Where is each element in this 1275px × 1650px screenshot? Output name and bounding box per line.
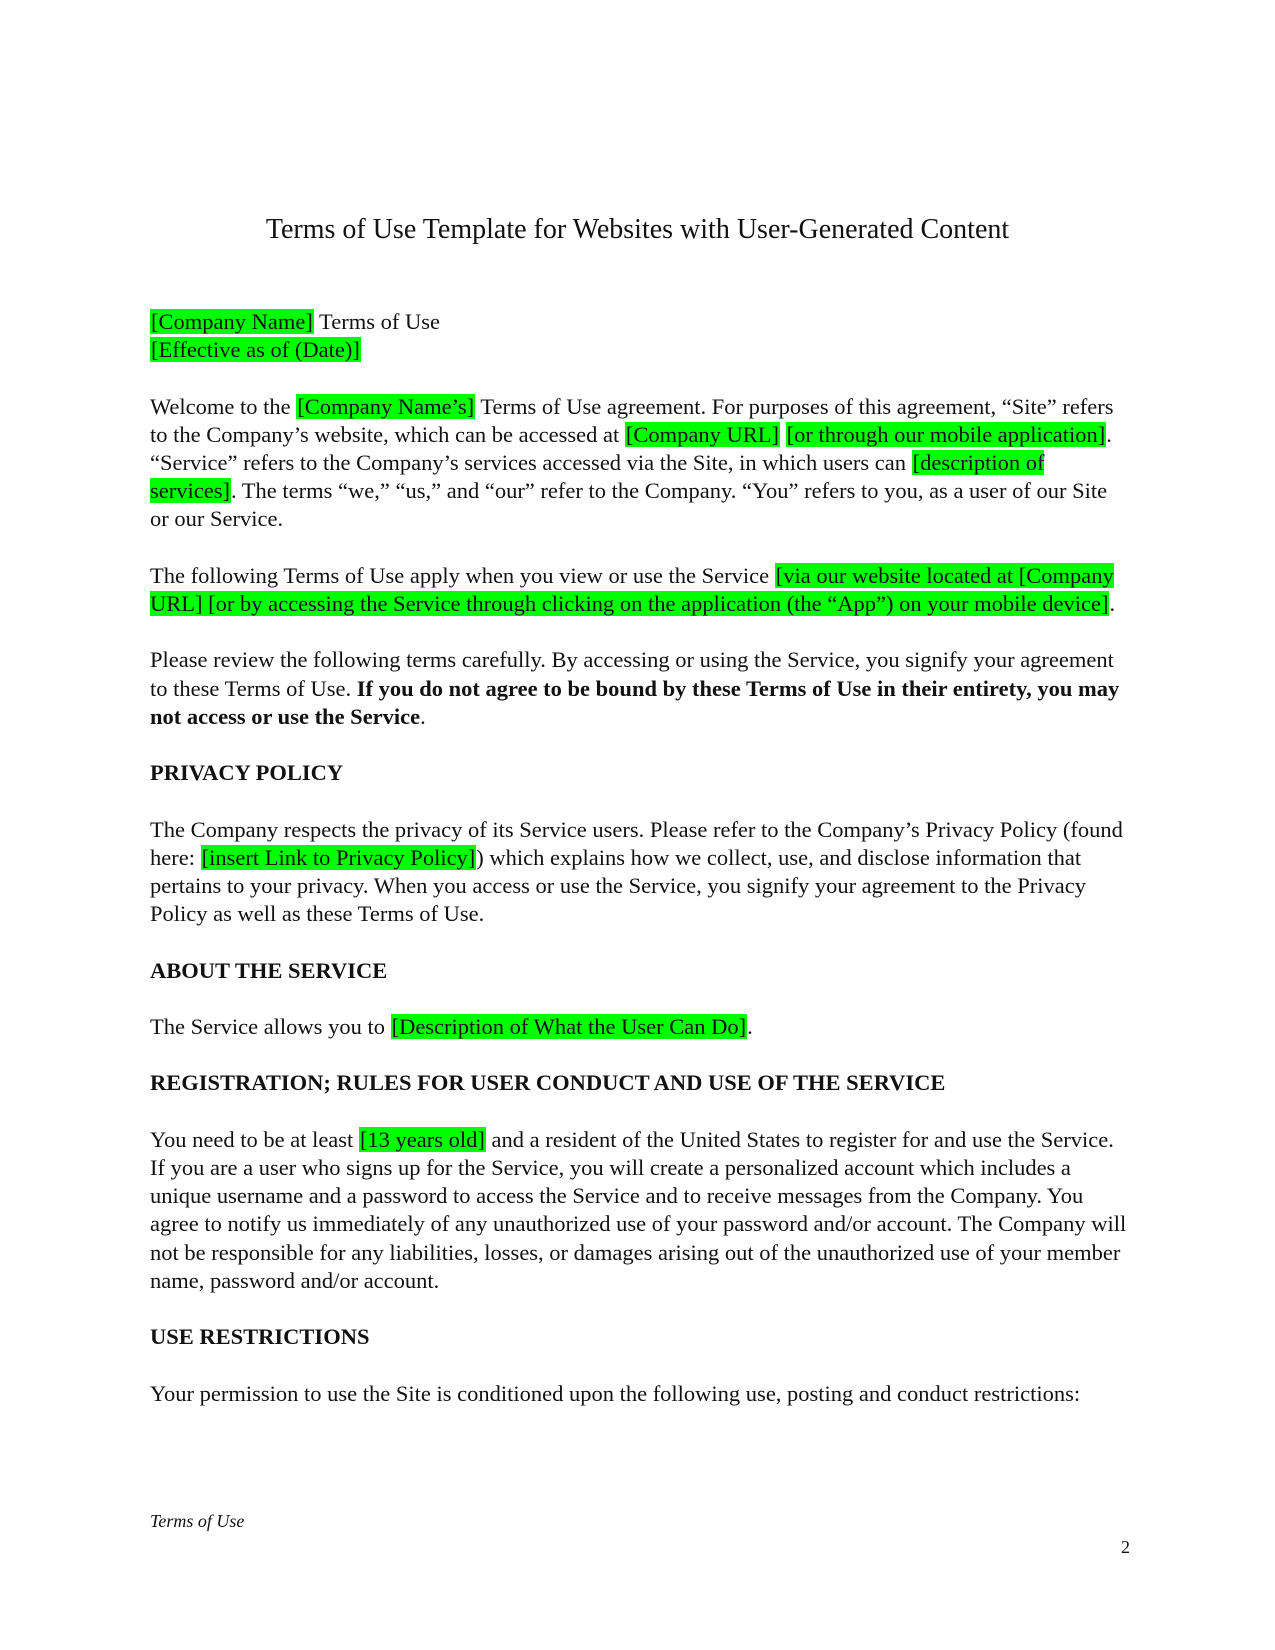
restrictions-paragraph: Your permission to use the Site is conditioned upon the following use, posting and conduct restrictions: — [150, 1380, 1081, 1406]
website-location-placeholder: [via our website located at [Company URL] [or by accessing the Service through clicking on the application (the “App”) on your mobile device] — [150, 562, 1114, 616]
about-heading: ABOUT THE SERVICE — [150, 957, 388, 983]
registration-age-paragraph — [150, 1126, 1130, 1154]
apply-text-1: The following Terms of Use apply when you view or use the Service — [150, 562, 775, 588]
about-text-2: . — [747, 1013, 753, 1039]
review-paragraph — [150, 646, 1130, 731]
document-body — [150, 308, 1130, 1436]
footer-document-label: Terms of Use — [150, 1511, 245, 1531]
mobile-app-placeholder: [or through our mobile application] — [786, 421, 1106, 447]
review-text-2: . — [420, 703, 426, 729]
welcome-text-1: Welcome to the — [150, 393, 297, 419]
registration-account-paragraph: If you are a user who signs up for the Service, you will create a personalized account which includes a unique username and a password to access the Service and to receive messages from the Company. You agree to notify us immediately of any unauthorized use of your password and/or account. The Company will not be responsible for any liabilities, losses, or damages arising out of the unauthorized use of your member name, password and/or account. — [150, 1154, 1127, 1293]
welcome-text-4: . “Service” refers to the Company’s services accessed via the Site, in which users can — [150, 421, 1112, 475]
services-description-placeholder: [description of services] — [150, 450, 1045, 504]
document-title: Terms of Use Template for Websites with User-Generated Content — [265, 214, 1010, 245]
review-text-1: Please review the following terms carefully. By accessing or using the Service, you signify your agreement to these Terms of Use. — [150, 647, 1114, 701]
welcome-text-2: Terms of Use agreement. For purposes of this agreement, “Site” refers to the Company’s website, which can be accessed at — [150, 393, 1114, 447]
privacy-text-1: The Company respects the privacy of its Service users. Please refer to the Company’s Privacy Policy (found here: — [150, 816, 1123, 870]
user-capability-placeholder: [Description of What the User Can Do] — [391, 1013, 747, 1039]
apply-text-2: . — [1109, 591, 1116, 616]
privacy-paragraph — [150, 816, 1130, 929]
about-text-1: The Service allows you to — [150, 1013, 391, 1039]
review-bold-warning: If you do not agree to be bound by these Terms of Use in their entirety, you may not access or use the Service — [150, 675, 1120, 729]
welcome-text-5: . The terms “we,” “us,” and “our” refer to the Company. “You” refers to you, as a user of our Site or our Service. — [150, 478, 1108, 532]
company-terms-line — [150, 308, 1130, 336]
restrictions-heading: USE RESTRICTIONS — [150, 1324, 370, 1350]
about-paragraph — [150, 1013, 1130, 1041]
effective-date-line — [150, 336, 1130, 364]
registration-heading: REGISTRATION; RULES FOR USER CONDUCT AND USE OF THE SERVICE — [150, 1070, 946, 1096]
apply-paragraph — [150, 562, 1130, 618]
company-name-possessive-placeholder: [Company Name’s] — [297, 393, 475, 419]
company-url-placeholder: [Company URL] — [625, 421, 779, 447]
registration-text-1: You need to be at least — [150, 1126, 359, 1152]
welcome-paragraph — [150, 393, 1130, 534]
effective-date-placeholder: [Effective as of (Date)] — [151, 337, 360, 363]
company-name-placeholder: [Company Name] — [151, 309, 313, 334]
privacy-heading: PRIVACY POLICY — [150, 760, 344, 786]
registration-text-2: and a resident of the United States to register for and use the Service. — [485, 1126, 1114, 1152]
privacy-text-2: ) which explains how we collect, use, and disclose information that pertains to your privacy. When you access or use the Service, you signify your agreement to the Privacy Policy as well as these Terms of Use. — [150, 844, 1086, 927]
welcome-text-3 — [780, 422, 786, 447]
privacy-link-placeholder: [insert Link to Privacy Policy] — [201, 844, 476, 870]
minimum-age-placeholder: [13 years old] — [359, 1126, 485, 1152]
terms-label: Terms of Use — [313, 309, 440, 334]
page-number: 2 — [1121, 1537, 1130, 1557]
